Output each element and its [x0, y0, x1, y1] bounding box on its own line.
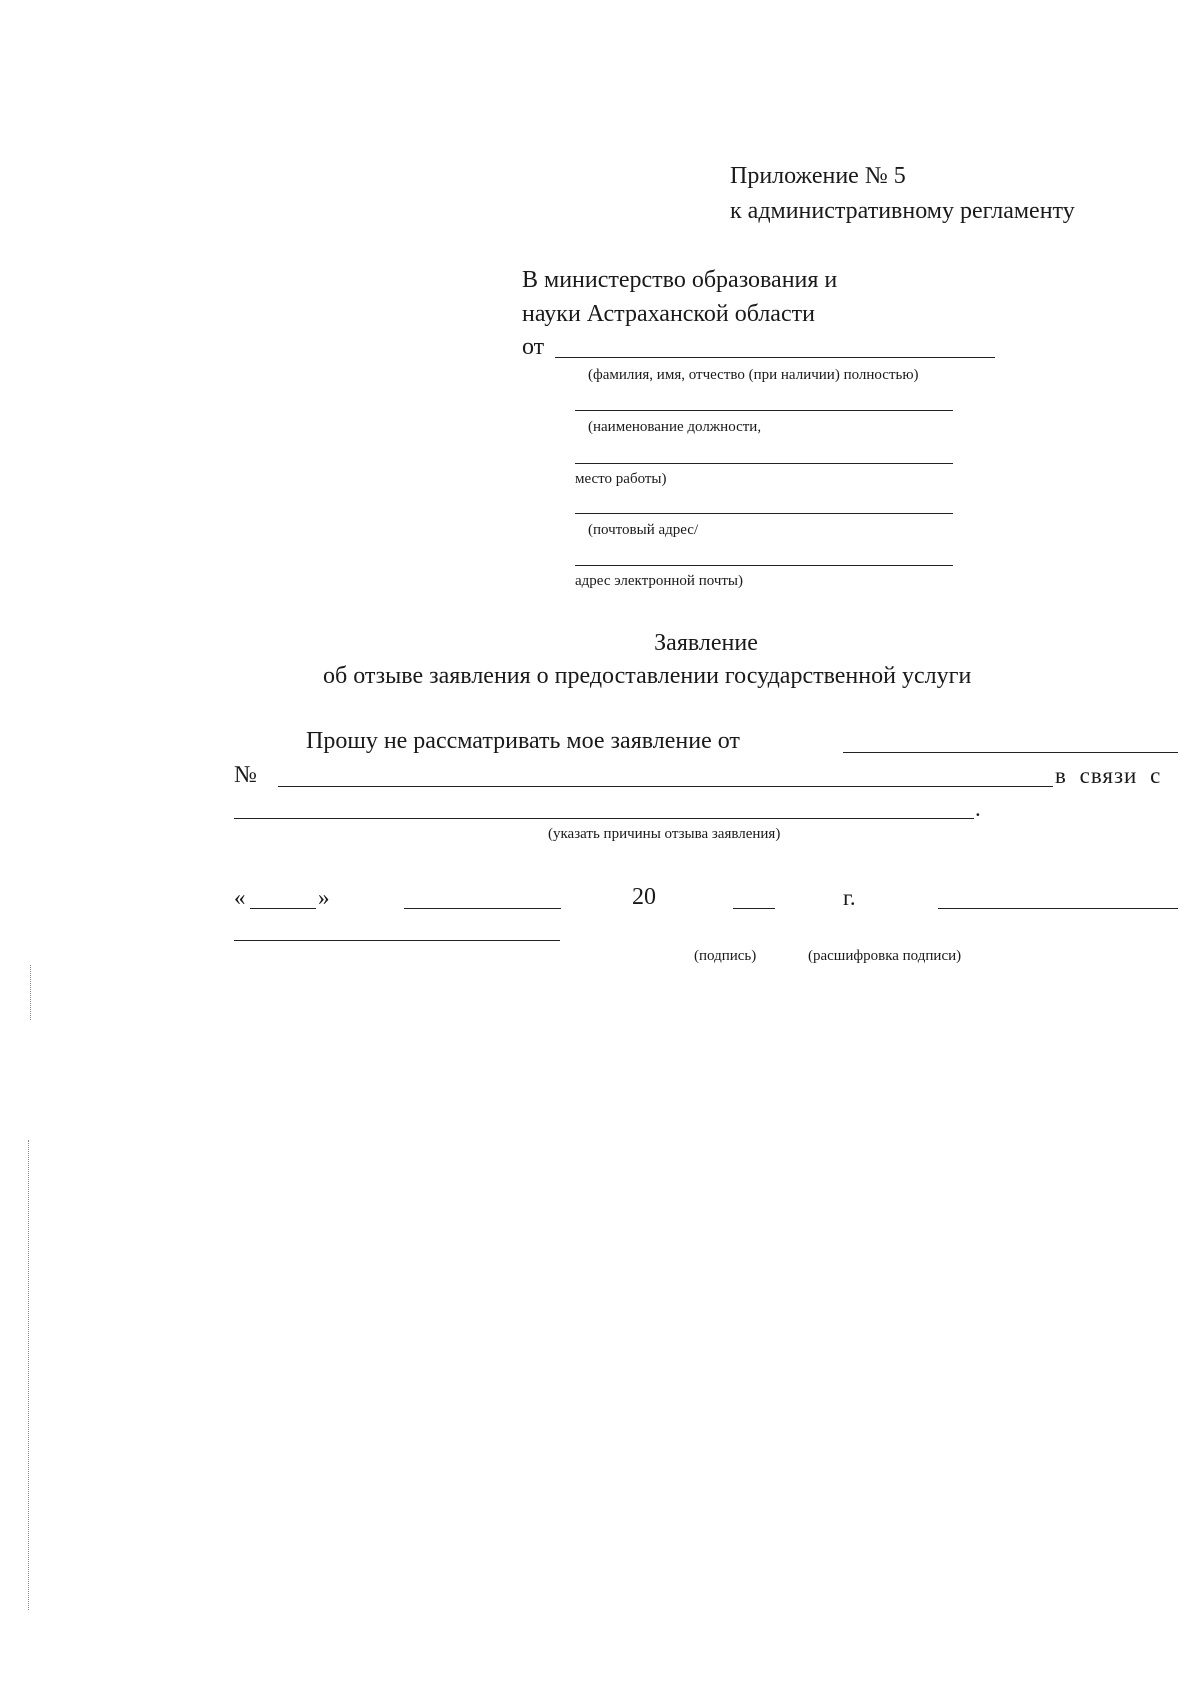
from-label: от	[522, 334, 545, 360]
month-field-line[interactable]	[404, 908, 561, 909]
workplace-field-line[interactable]	[575, 463, 953, 464]
scan-margin-mark	[28, 1140, 29, 1610]
email-hint: адрес электронной почты)	[575, 573, 744, 589]
reason-field-line[interactable]	[234, 818, 974, 819]
signature-decoding-field-line[interactable]	[938, 908, 1178, 909]
addressee-line-2: науки Астраханской области	[522, 301, 815, 327]
application-date-field-line[interactable]	[843, 752, 1178, 753]
date-quote-close: »	[318, 885, 330, 910]
number-sign: №	[234, 762, 257, 788]
position-hint: (наименование должности,	[588, 419, 762, 435]
reason-period: .	[975, 796, 981, 821]
signature-hint: (подпись)	[694, 948, 757, 964]
document-subtitle: об отзыве заявления о предоставлении государственной услуги	[323, 663, 972, 689]
workplace-hint: место работы)	[575, 471, 667, 487]
fullname-field-line[interactable]	[555, 357, 995, 358]
day-field-line[interactable]	[250, 908, 316, 909]
appendix-reference: к административному регламенту	[730, 198, 1075, 224]
date-quote-open: «	[234, 885, 246, 910]
request-text: Прошу не рассматривать мое заявление от	[306, 728, 740, 754]
postal-address-hint: (почтовый адрес/	[588, 522, 699, 538]
year-prefix: 20	[632, 884, 656, 910]
in-connection-text: в связи с	[1055, 763, 1162, 788]
reason-hint: (указать причины отзыва заявления)	[548, 826, 781, 842]
document-title: Заявление	[654, 630, 758, 656]
fullname-hint: (фамилия, имя, отчество (при наличии) полностью)	[588, 367, 919, 383]
addressee-line-1: В министерство образования и	[522, 267, 838, 293]
year-field-line[interactable]	[733, 908, 775, 909]
year-suffix: г.	[843, 885, 856, 910]
signature-decoding-hint: (расшифровка подписи)	[808, 948, 962, 964]
position-field-line[interactable]	[575, 410, 953, 411]
application-number-field-line[interactable]	[278, 786, 1053, 787]
email-field-line[interactable]	[575, 565, 953, 566]
signature-field-line[interactable]	[234, 940, 560, 941]
appendix-number: Приложение № 5	[730, 163, 906, 189]
postal-address-field-line[interactable]	[575, 513, 953, 514]
scan-margin-mark	[30, 965, 31, 1020]
